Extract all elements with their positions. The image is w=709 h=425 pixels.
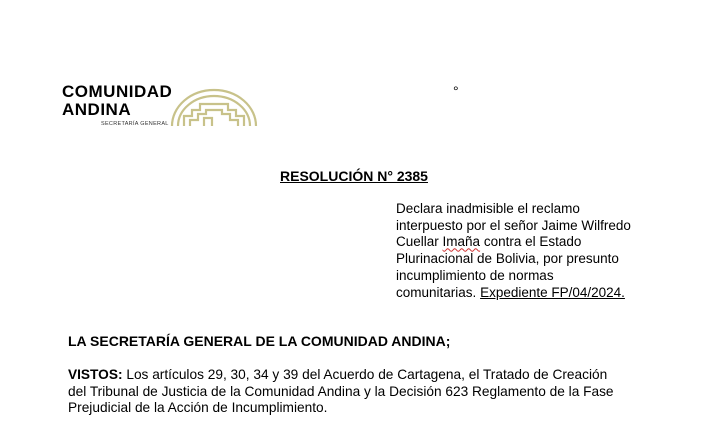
degree-mark: °: [453, 83, 459, 99]
summary-line: incumplimiento de normas: [396, 267, 554, 283]
logo-subtitle: SECRETARÍA GENERAL: [101, 121, 169, 127]
spellcheck-marked-word: Imaña: [442, 234, 481, 250]
comunidad-andina-logo: [62, 80, 262, 132]
vistos-label: VISTOS:: [68, 367, 123, 382]
summary-text: Cuellar: [396, 234, 439, 250]
logo-text-line1: COMUNIDAD: [62, 82, 173, 101]
resolution-title: RESOLUCIÓN N° 2385: [280, 168, 428, 184]
vistos-line: del Tribunal de Justicia de la Comunidad Andina y la Decisión 623 Reglamento de la Fase: [68, 383, 614, 399]
summary-line: interpuesto por el señor Jaime Wilfredo: [396, 217, 631, 233]
summary-text: comunitarias.: [396, 284, 477, 300]
logo-text-line2: ANDINA: [62, 100, 132, 119]
summary-line: Plurinacional de Bolivia, por presunto: [396, 251, 619, 267]
vistos-paragraph: [68, 367, 648, 417]
summary-line: Declara inadmisible el reclamo: [396, 201, 580, 216]
vistos-line: Prejudicial de la Acción de Incumplimiento.: [68, 400, 328, 415]
summary-text: contra el Estado: [483, 234, 582, 250]
vistos-text: Los artículos 29, 30, 34 y 39 del Acuerdo de Cartagena, el Tratado de Creación: [126, 367, 608, 382]
summary-line: [396, 234, 641, 251]
summary-line: [396, 285, 641, 302]
stepped-arch-icon: [170, 86, 258, 128]
resolution-summary: [396, 201, 641, 301]
vistos-line: [68, 367, 648, 384]
section-heading: LA SECRETARÍA GENERAL DE LA COMUNIDAD ANDINA;: [68, 333, 451, 349]
expediente-reference: Expediente FP/04/2024.: [480, 284, 625, 300]
